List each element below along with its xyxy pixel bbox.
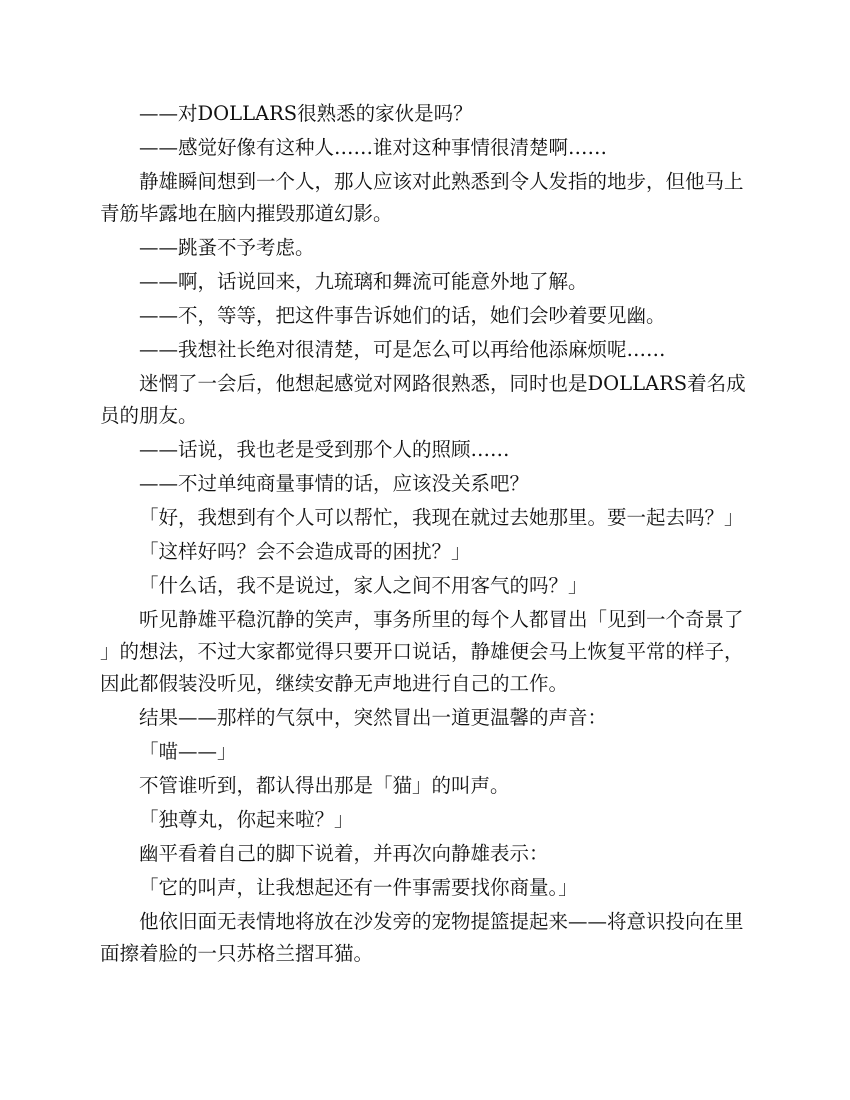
paragraph-19: 幽平看着自己的脚下说着，并再次向静雄表示： [139,842,549,865]
paragraph-9: ——话说，我也老是受到那个人的照顾…… [139,438,510,461]
paragraph-5: ——啊，话说回来，九琉璃和舞流可能意外地了解。 [139,270,588,293]
paragraph-6: ——不，等等，把这件事告诉她们的话，她们会吵着要见幽。 [139,304,666,327]
paragraph-11: 「好，我想到有个人可以帮忙，我现在就过去她那里。要一起去吗？」 [139,506,744,529]
paragraph-4: ——跳蚤不予考虑。 [139,236,315,259]
paragraph-20: 「它的叫声，让我想起还有一件事需要找你商量。」 [139,876,578,899]
paragraph-14: 听见静雄平稳沉静的笑声，事务所里的每个人都冒出「见到一个奇景了」的想法，不过大家都觉得只要开口说话，静雄便会马上恢复平常的样子，因此都假装没听见，继续安静无声地进行自己的工作。 [100,608,744,695]
paragraph-15: 结果——那样的气氛中，突然冒出一道更温馨的声音： [139,706,608,729]
paragraph-10: ——不过单纯商量事情的话，应该没关系吧？ [139,472,530,495]
paragraph-21: 他依旧面无表情地将放在沙发旁的宠物提篮提起来——将意识投向在里面擦着脸的一只苏格兰摺耳猫。 [100,910,744,965]
paragraph-1: ——对DOLLARS很熟悉的家伙是吗？ [139,102,473,125]
paragraph-16: 「喵——」 [139,740,237,763]
paragraph-13: 「什么话，我不是说过，家人之间不用客气的吗？」 [139,574,588,597]
paragraph-12: 「这样好吗？会不会造成哥的困扰？」 [139,540,471,563]
body-text [100,98,752,972]
paragraph-2: ——感觉好像有这种人……谁对这种事情很清楚啊…… [139,136,608,159]
paragraph-7: ——我想社长绝对很清楚，可是怎么可以再给他添麻烦呢…… [139,338,666,361]
paragraph-3: 静雄瞬间想到一个人，那人应该对此熟悉到令人发指的地步，但他马上青筋毕露地在脑内摧毁那道幻影。 [100,170,744,225]
paragraph-17: 不管谁听到，都认得出那是「猫」的叫声。 [139,774,510,797]
paragraph-8: 迷惘了一会后，他想起感觉对网路很熟悉，同时也是DOLLARS着名成员的朋友。 [100,372,746,427]
paragraph-18: 「独尊丸，你起来啦？」 [139,808,354,831]
